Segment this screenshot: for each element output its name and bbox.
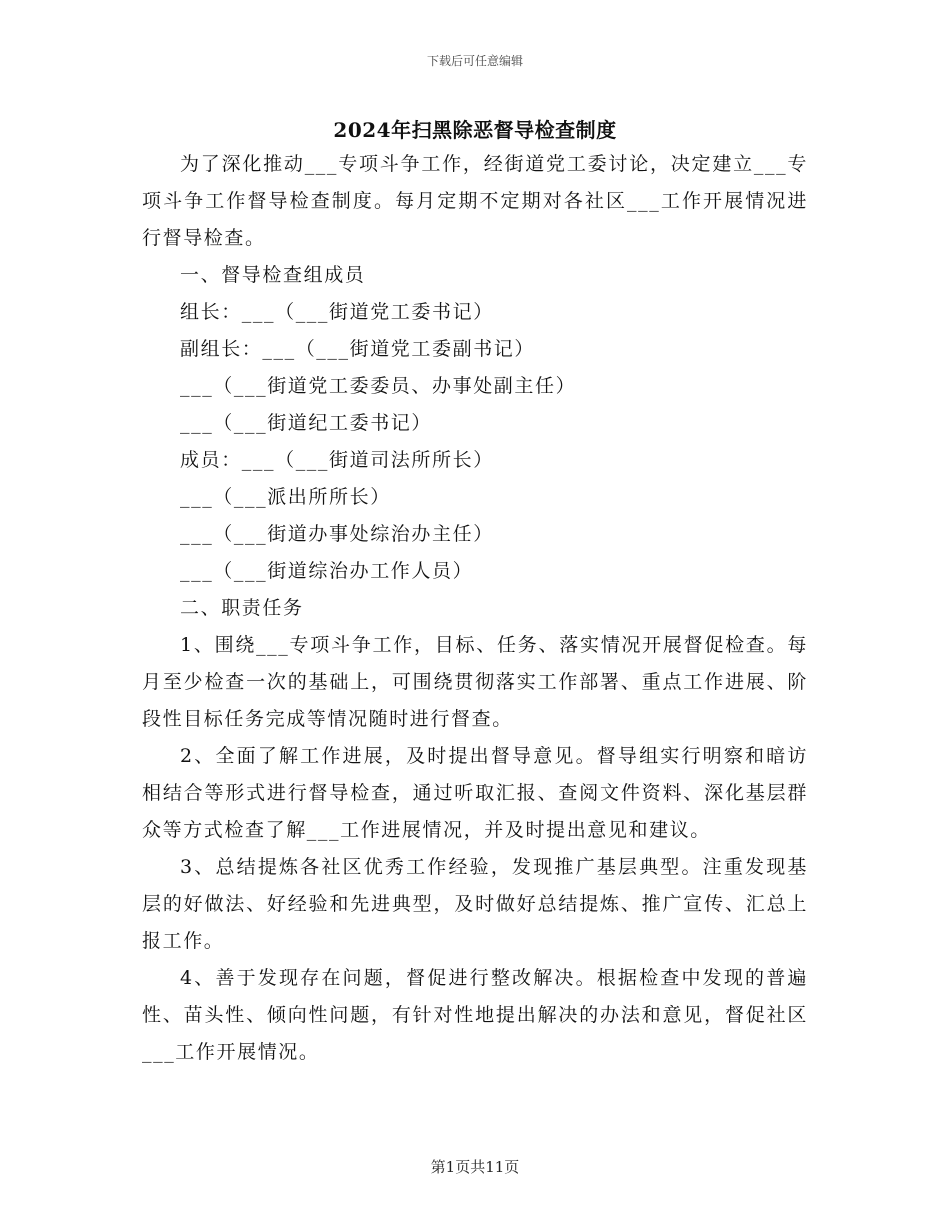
member-line: ___（___街道综治办工作人员） (180, 560, 474, 582)
duty-paragraph-3: 3、总结提炼各社区优秀工作经验，发现推广基层典型。注重发现基层的好做法、好经验和先进典型，及时做好总结提炼、推广宣传、汇总上报工作。 (142, 856, 808, 952)
section-heading-members: 一、督导检查组成员 (180, 264, 366, 286)
document-body (142, 146, 808, 1071)
intro-paragraph: 为了深化推动___专项斗争工作，经街道党工委讨论，决定建立___专项斗争工作督导检查制度。每月定期不定期对各社区___工作开展情况进行督导检查。 (142, 153, 808, 249)
member-line-leader: 组长：___（___街道党工委书记） (180, 301, 494, 323)
duty-paragraph-4: 4、善于发现存在问题，督促进行整改解决。根据检查中发现的普遍性、苗头性、倾向性问题，有针对性地提出解决的办法和意见，督促社区___工作开展情况。 (142, 967, 808, 1063)
member-line: ___（___街道纪工委书记） (180, 412, 433, 434)
section-heading-duties: 二、职责任务 (180, 597, 304, 619)
duty-paragraph-1: 1、围绕___专项斗争工作，目标、任务、落实情况开展督促检查。每月至少检查一次的基础上，可围绕贯彻落实工作部署、重点工作进展、阶段性目标任务完成等情况随时进行督查。 (142, 634, 808, 730)
page-header-note: 下载后可任意编辑 (426, 54, 523, 68)
duty-paragraph-2: 2、全面了解工作进展，及时提出督导意见。督导组实行明察和暗访相结合等形式进行督导检查，通过听取汇报、查阅文件资料、深化基层群众等方式检查了解___工作进展情况，并及时提出意见和建议。 (142, 745, 808, 841)
member-line-deputy-leader: 副组长：___（___街道党工委副书记） (180, 338, 536, 360)
member-line: ___（___街道党工委委员、办事处副主任） (180, 375, 577, 397)
member-line: ___（___派出所所长） (180, 486, 391, 508)
member-line: ___（___街道办事处综治办主任） (180, 523, 494, 545)
member-line-members: 成员：___（___街道司法所所长） (180, 449, 494, 471)
page-number: 第1页共11页 (430, 1158, 520, 1176)
document-title: 2024年扫黑除恶督导检查制度 (333, 118, 617, 142)
